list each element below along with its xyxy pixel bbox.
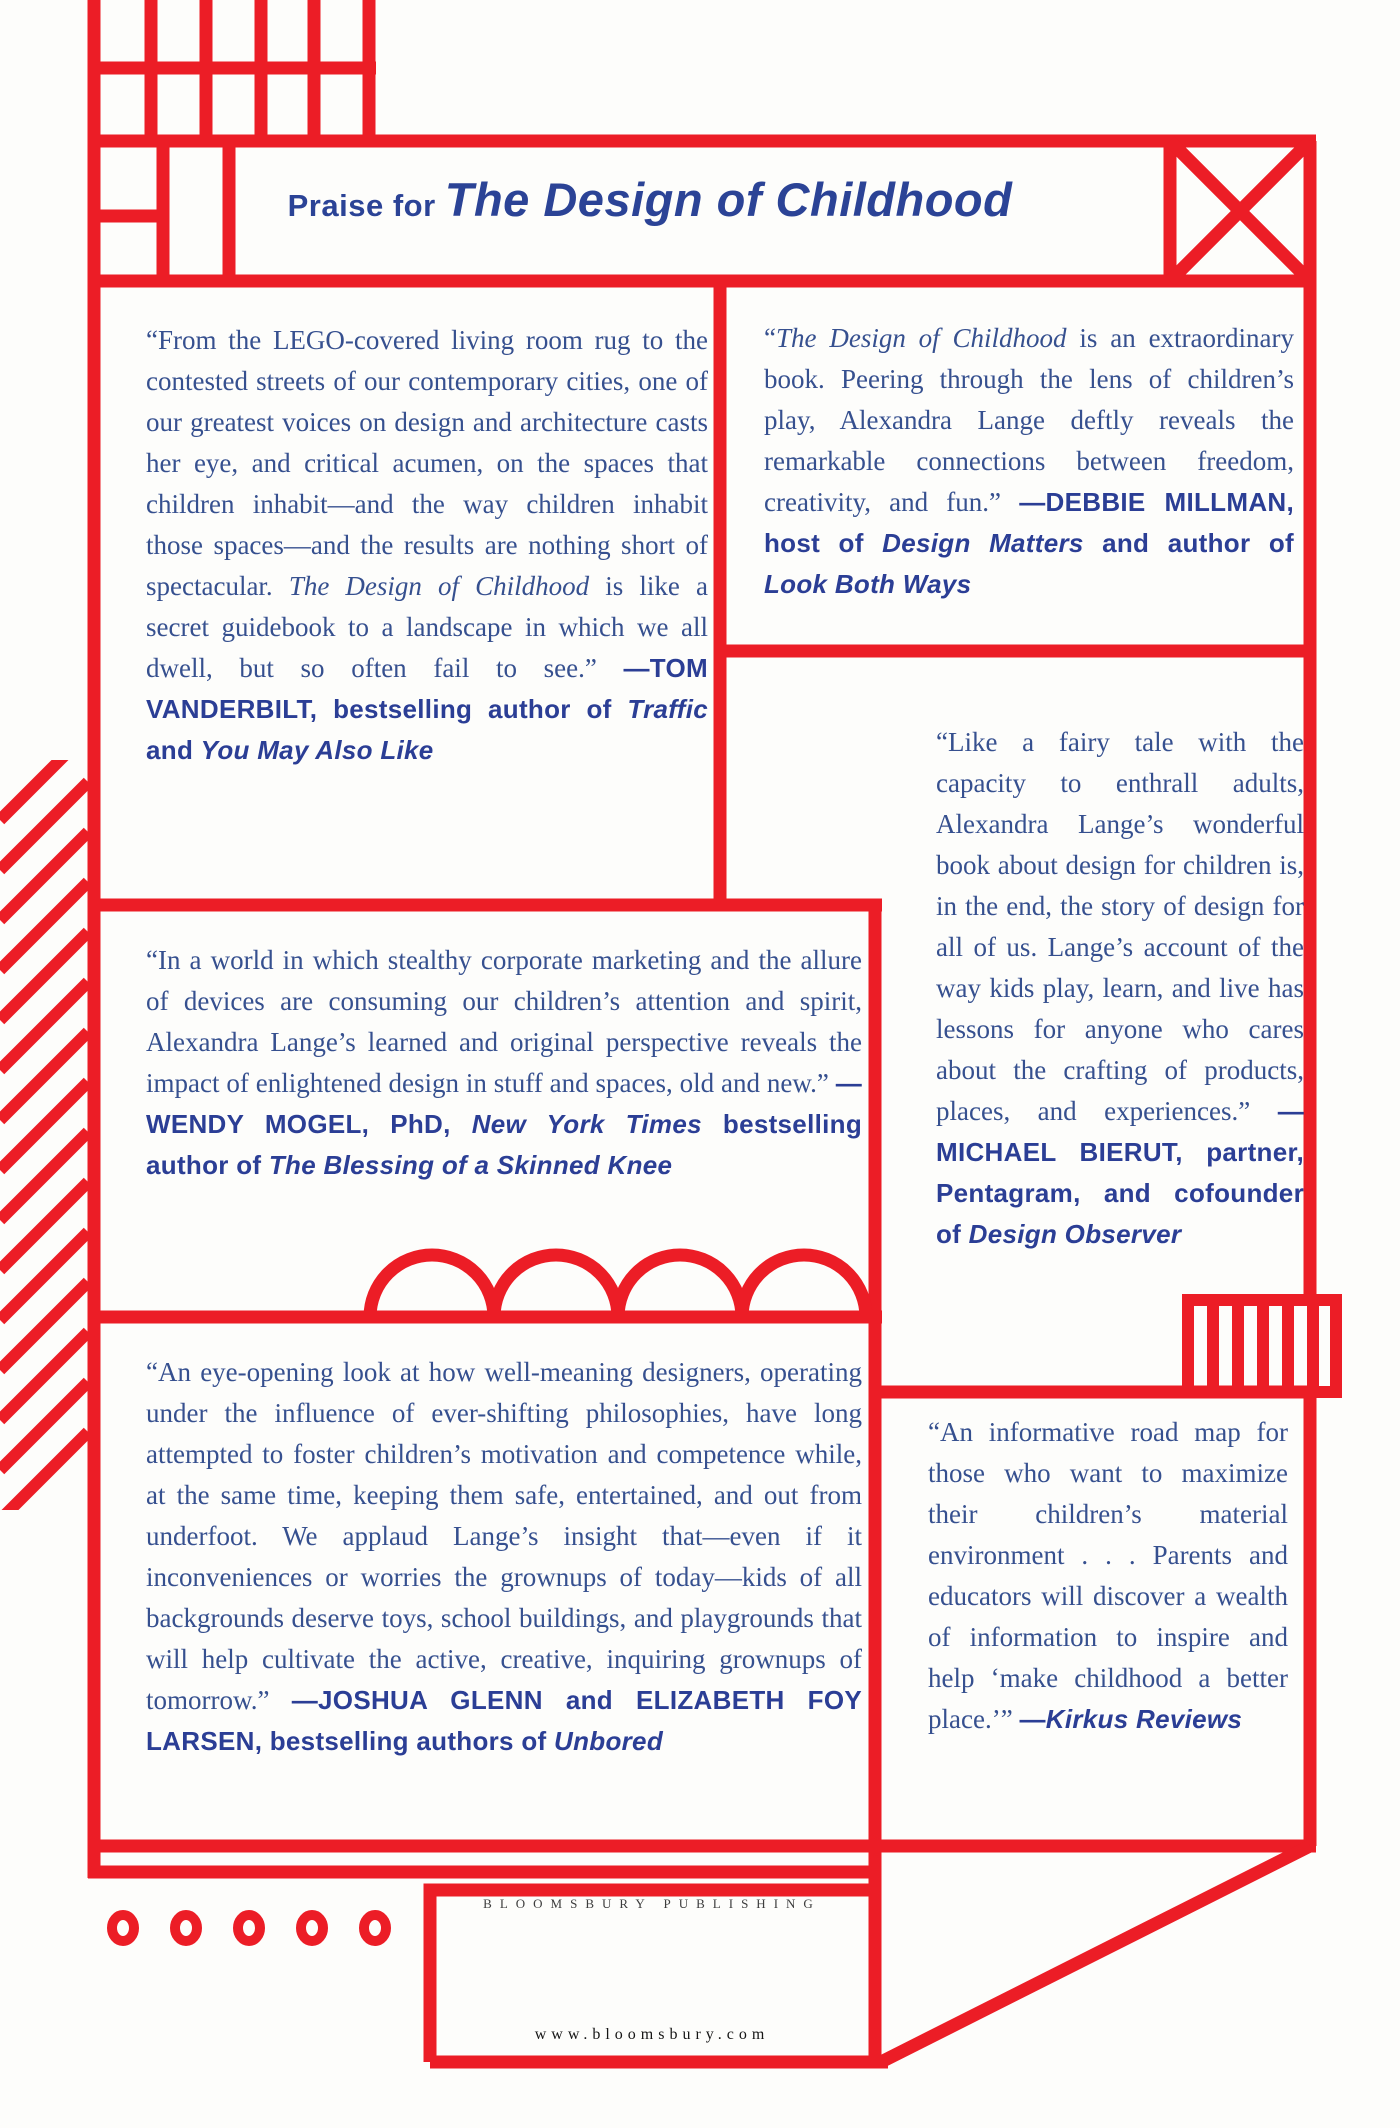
publisher-url: www.bloomsbury.com xyxy=(534,2026,770,2043)
attribution: and author of xyxy=(1083,528,1294,558)
blurb-joshua-glenn-elizabeth-foy-larsen xyxy=(146,1352,862,1762)
page-title xyxy=(140,172,1160,227)
blurb-tom-vanderbilt xyxy=(146,320,708,771)
quote-text: “An informative road map for those who want to maximize their children’s material environment . . . Parents and educators will discover a wealth of information to inspire and help ‘make childhood a better place.’” xyxy=(928,1417,1288,1734)
attribution-work: Design Matters xyxy=(882,528,1084,558)
attribution-work: Unbored xyxy=(554,1726,663,1756)
quote-text: is an extraordinary book. Peering through the lens of children’s play, Alexandra Lange deftly reveals the remarkable connections between freedom, creativity, and fun.” xyxy=(764,323,1294,517)
quote-text: “From the LEGO-covered living room rug to the contested streets of our contemporary cities, one of our greatest voices on design and architecture casts her eye, and critical acumen, on the spaces that children inhabit—and the way children inhabit those spaces—and the results are nothing short of spectacular. xyxy=(146,325,708,601)
quote-book-title: The Design of Childhood xyxy=(288,571,590,601)
blurb-debbie-millman xyxy=(764,318,1294,605)
blurb-kirkus-reviews xyxy=(928,1412,1288,1740)
attribution: and xyxy=(146,735,201,765)
attribution: —DEBBIE MILLMAN, host of xyxy=(764,487,1294,558)
publisher-name: BLOOMSBURY PUBLISHING xyxy=(483,1896,821,1911)
quote-text: “In a world in which stealthy corporate marketing and the allure of devices are consuming our children’s attention and spirit, Alexandra Lange’s learned and original perspective reveals the impact of enlightened design in stuff and spaces, old and new.” xyxy=(146,945,862,1098)
quote-text: “Like a fairy tale with the capacity to enthrall adults, Alexandra Lange’s wonderful book about design for children is, in the end, the story of design for all of us. Lange’s account of the way kids play, learn, and live has lessons for anyone who cares about the crafting of products, places, and experiences.” xyxy=(936,727,1304,1126)
attribution-source: Kirkus Reviews xyxy=(1045,1704,1243,1734)
attribution: —JOSHUA GLENN and ELIZABETH FOY LARSEN, bestselling authors of xyxy=(146,1685,862,1756)
rings-ornament xyxy=(112,1915,386,1941)
quote-text: is like a secret guidebook to a landscape in which we all dwell, but so often fail to see.” xyxy=(146,571,708,683)
attribution-work: Traffic xyxy=(627,694,708,724)
diagonal-stripes-ornament xyxy=(0,732,88,1520)
attribution: —TOM VANDERBILT, bestselling author of xyxy=(146,653,708,724)
blurb-wendy-mogel xyxy=(146,940,862,1186)
attribution-work: The Blessing of a Skinned Knee xyxy=(268,1150,673,1180)
attribution-work: Look Both Ways xyxy=(764,569,972,599)
attribution: — xyxy=(1019,1704,1046,1734)
attribution: —WENDY MOGEL, PhD, xyxy=(146,1068,862,1139)
attribution-work: You May Also Like xyxy=(200,735,434,765)
title-book-name: The Design of Childhood xyxy=(444,173,1013,226)
attribution-work: New York Times xyxy=(471,1109,702,1139)
quote-book-title: The Design of Childhood xyxy=(775,323,1067,353)
folded-corner-ornament xyxy=(881,1846,1310,2062)
attribution: bestselling author of xyxy=(146,1109,863,1180)
quote-text: “ xyxy=(764,323,776,353)
attribution-work: Design Observer xyxy=(968,1219,1182,1249)
quote-text: “An eye-opening look at how well-meaning designers, operating under the influence of ever-shifting philosophies, have long attempted to foster children’s motivation and competence while, at the same time, keeping them safe, entertained, and out from underfoot. We applaud Lange’s insight that—even if it inconveniences or worries the grownups of today—kids of all backgrounds deserve toys, school buildings, and playgrounds that will help cultivate the active, creative, inquiring grownups of tomorrow.” xyxy=(146,1357,862,1715)
title-prefix: Praise for xyxy=(287,188,445,223)
x-box-ornament xyxy=(1170,141,1310,281)
attribution: —MICHAEL BIERUT, partner, Pentagram, and cofounder of xyxy=(936,1096,1304,1249)
